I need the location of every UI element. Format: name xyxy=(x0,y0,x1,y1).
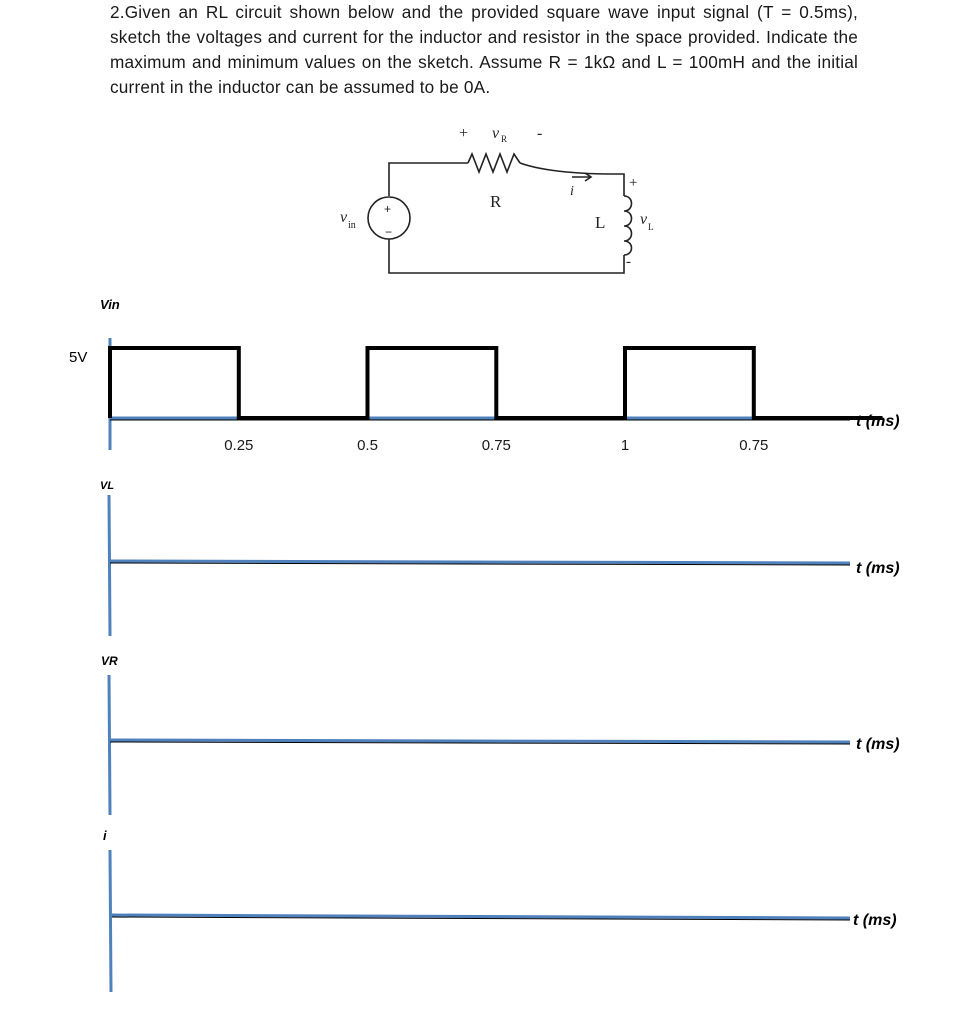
vr-y-label: VR xyxy=(101,654,118,668)
vin-plot xyxy=(69,297,900,454)
source-plus: + xyxy=(384,202,392,216)
vr-subscript: R xyxy=(501,134,508,144)
vr-x-axis xyxy=(110,740,850,742)
vl-x-label: t (ms) xyxy=(856,560,900,577)
vin-5v-label: 5V xyxy=(69,349,88,366)
current-label: i xyxy=(570,184,574,199)
resistor-symbol xyxy=(468,154,520,172)
vl-y-label: VL xyxy=(100,480,115,492)
source-minus: − xyxy=(385,225,393,239)
vin-y-label: Vin xyxy=(100,297,120,312)
inductor-symbol xyxy=(624,196,632,255)
vin-subscript: in xyxy=(348,220,356,231)
i-y-axis xyxy=(110,850,111,992)
vin-x-label: t (ms) xyxy=(856,413,900,430)
vin-x-tick-label: 1 xyxy=(620,437,630,454)
vr-minus: - xyxy=(537,125,543,142)
vl-label: v xyxy=(640,211,648,228)
vr-label: v xyxy=(492,125,500,142)
vr-x-label: t (ms) xyxy=(856,736,900,753)
i-y-label: i xyxy=(103,828,107,843)
wire-top-left xyxy=(389,163,468,196)
vl-plus: + xyxy=(629,175,638,191)
rl-circuit-diagram xyxy=(368,154,632,273)
i-plot xyxy=(103,828,897,992)
vin-x-tick-label: 0.75 xyxy=(481,437,511,454)
vin-x-tick-label: 0.25 xyxy=(224,437,254,454)
problem-statement: 2.Given an RL circuit shown below and the provided square wave input signal (T = 0.5ms), sketch the voltages and current for the inductor and resistor in the space provided. Indicate the maximum and minimum values on the sketch. Assume R = 1kΩ and L = 100mH and the initial current in the inductor can be assumed to be 0A. xyxy=(110,2,858,97)
vl-subscript: L xyxy=(648,222,654,232)
resistor-label: R xyxy=(490,192,502,211)
vl-minus: - xyxy=(626,254,631,270)
vl-y-axis xyxy=(109,495,110,636)
vl-x-axis xyxy=(110,561,850,563)
vr-plot xyxy=(101,654,900,815)
wire-bottom xyxy=(389,239,624,273)
i-x-label: t (ms) xyxy=(853,912,897,929)
vin-x-tick-label: 0.5 xyxy=(357,437,378,454)
vin-series-line xyxy=(110,348,883,418)
vr-plus: + xyxy=(459,125,469,142)
vin-x-tick-label: 0.75 xyxy=(739,437,769,454)
vin-label: v xyxy=(340,209,348,226)
vr-y-axis xyxy=(109,675,110,815)
inductor-label: L xyxy=(595,213,606,232)
vl-plot xyxy=(100,480,900,636)
